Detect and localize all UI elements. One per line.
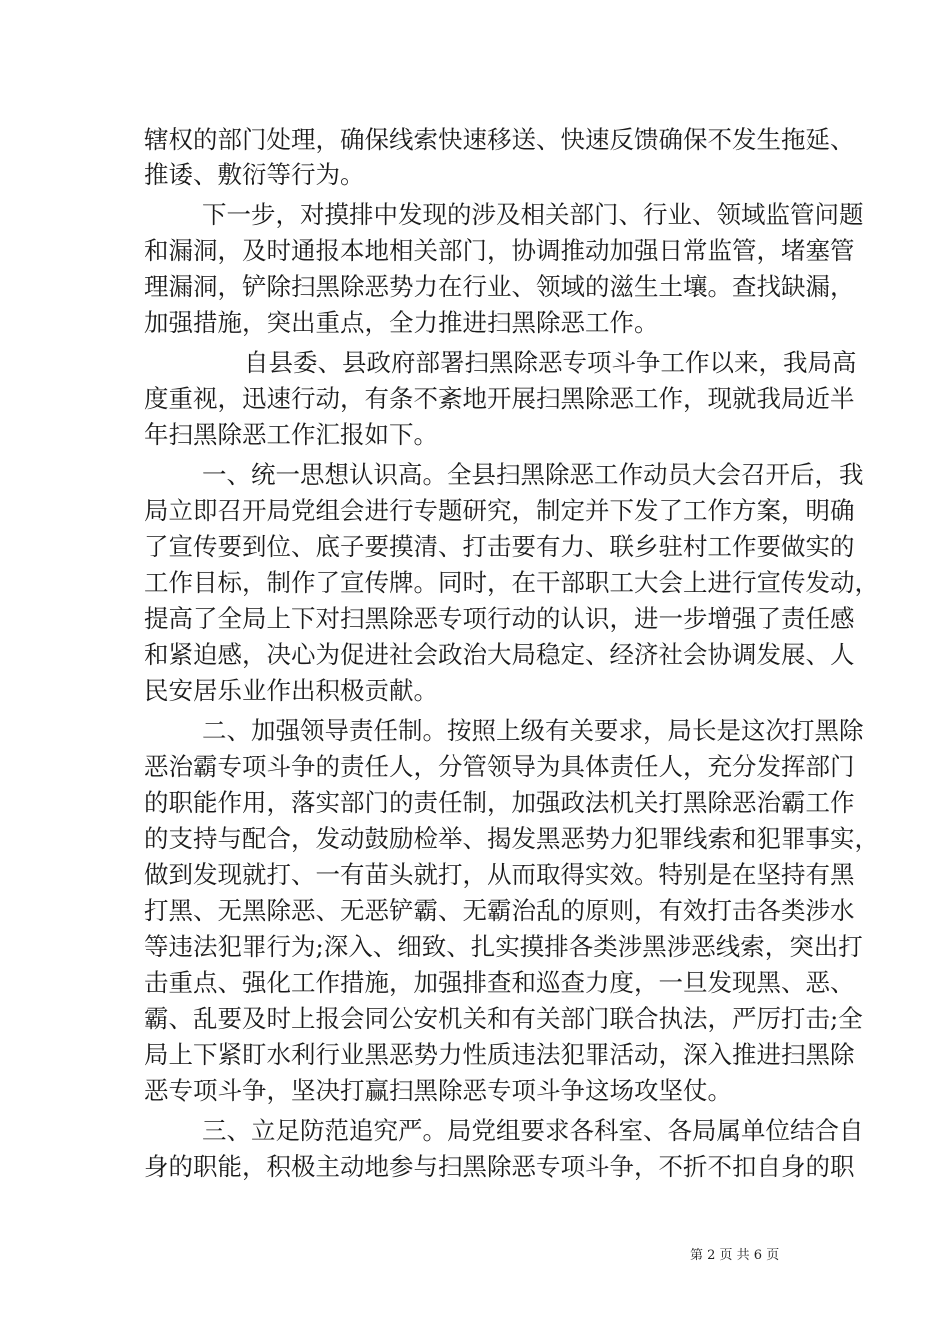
text-line: 辖权的部门处理，确保线索快速移送、快速反馈确保不发生拖延、 xyxy=(144,125,855,154)
text-line: 身的职能，积极主动地参与扫黑除恶专项斗争，不折不扣自身的职 xyxy=(144,1152,855,1181)
text-line: 提高了全局上下对扫黑除恶专项行动的认识，进一步增强了责任感 xyxy=(144,604,855,633)
text-line: 一、统一思想认识高。全县扫黑除恶工作动员大会召开后，我 xyxy=(202,460,864,489)
text-line: 恶专项斗争，坚决打赢扫黑除恶专项斗争这场攻坚仗。 xyxy=(144,1076,732,1105)
text-line: 击重点、强化工作措施，加强排查和巡查力度，一旦发现黑、恶、 xyxy=(144,968,855,997)
text-line: 自县委、县政府部署扫黑除恶专项斗争工作以来，我局高 xyxy=(244,348,857,377)
text-line: 的职能作用，落实部门的责任制，加强政法机关打黑除恶治霸工作 xyxy=(144,788,855,817)
text-line: 加强措施，突出重点，全力推进扫黑除恶工作。 xyxy=(144,308,659,337)
text-line: 三、立足防范追究严。局党组要求各科室、各局属单位结合自 xyxy=(202,1116,864,1145)
text-line: 局上下紧盯水利行业黑恶势力性质违法犯罪活动，深入推进扫黑除 xyxy=(144,1040,855,1069)
text-line: 做到发现就打、一有苗头就打，从而取得实效。特别是在坚持有黑 xyxy=(144,860,855,889)
text-line: 年扫黑除恶工作汇报如下。 xyxy=(144,420,438,449)
text-line: 霸、乱要及时上报会同公安机关和有关部门联合执法，严厉打击;全 xyxy=(144,1004,863,1033)
text-line: 了宣传要到位、底子要摸清、打击要有力、联乡驻村工作要做实的 xyxy=(144,532,855,561)
text-line: 二、加强领导责任制。按照上级有关要求，局长是这次打黑除 xyxy=(202,716,864,745)
text-line: 等违法犯罪行为;深入、细致、扎实摸排各类涉黑涉恶线索，突出打 xyxy=(144,932,863,961)
text-line: 和漏洞，及时通报本地相关部门，协调推动加强日常监管，堵塞管 xyxy=(144,236,855,265)
page-number-footer: 第 2 页 共 6 页 xyxy=(690,1248,780,1263)
text-line: 的支持与配合，发动鼓励检举、揭发黑恶势力犯罪线索和犯罪事实， xyxy=(144,824,879,853)
text-line: 民安居乐业作出积极贡献。 xyxy=(144,676,438,705)
text-line: 下一步，对摸排中发现的涉及相关部门、行业、领域监管问题 xyxy=(202,200,864,229)
text-line: 工作目标，制作了宣传牌。同时，在干部职工大会上进行宣传发动， xyxy=(144,568,879,597)
text-line: 打黑、无黑除恶、无恶铲霸、无霸治乱的原则，有效打击各类涉水 xyxy=(144,896,855,925)
text-line: 恶治霸专项斗争的责任人，分管领导为具体责任人，充分发挥部门 xyxy=(144,752,855,781)
text-line: 理漏洞，铲除扫黑除恶势力在行业、领域的滋生土壤。查找缺漏， xyxy=(144,272,855,301)
text-line: 局立即召开局党组会进行专题研究，制定并下发了工作方案，明确 xyxy=(144,496,855,525)
text-line: 推诿、敷衍等行为。 xyxy=(144,160,365,189)
text-line: 和紧迫感，决心为促进社会政治大局稳定、经济社会协调发展、人 xyxy=(144,640,855,669)
text-line: 度重视，迅速行动，有条不紊地开展扫黑除恶工作，现就我局近半 xyxy=(144,384,855,413)
